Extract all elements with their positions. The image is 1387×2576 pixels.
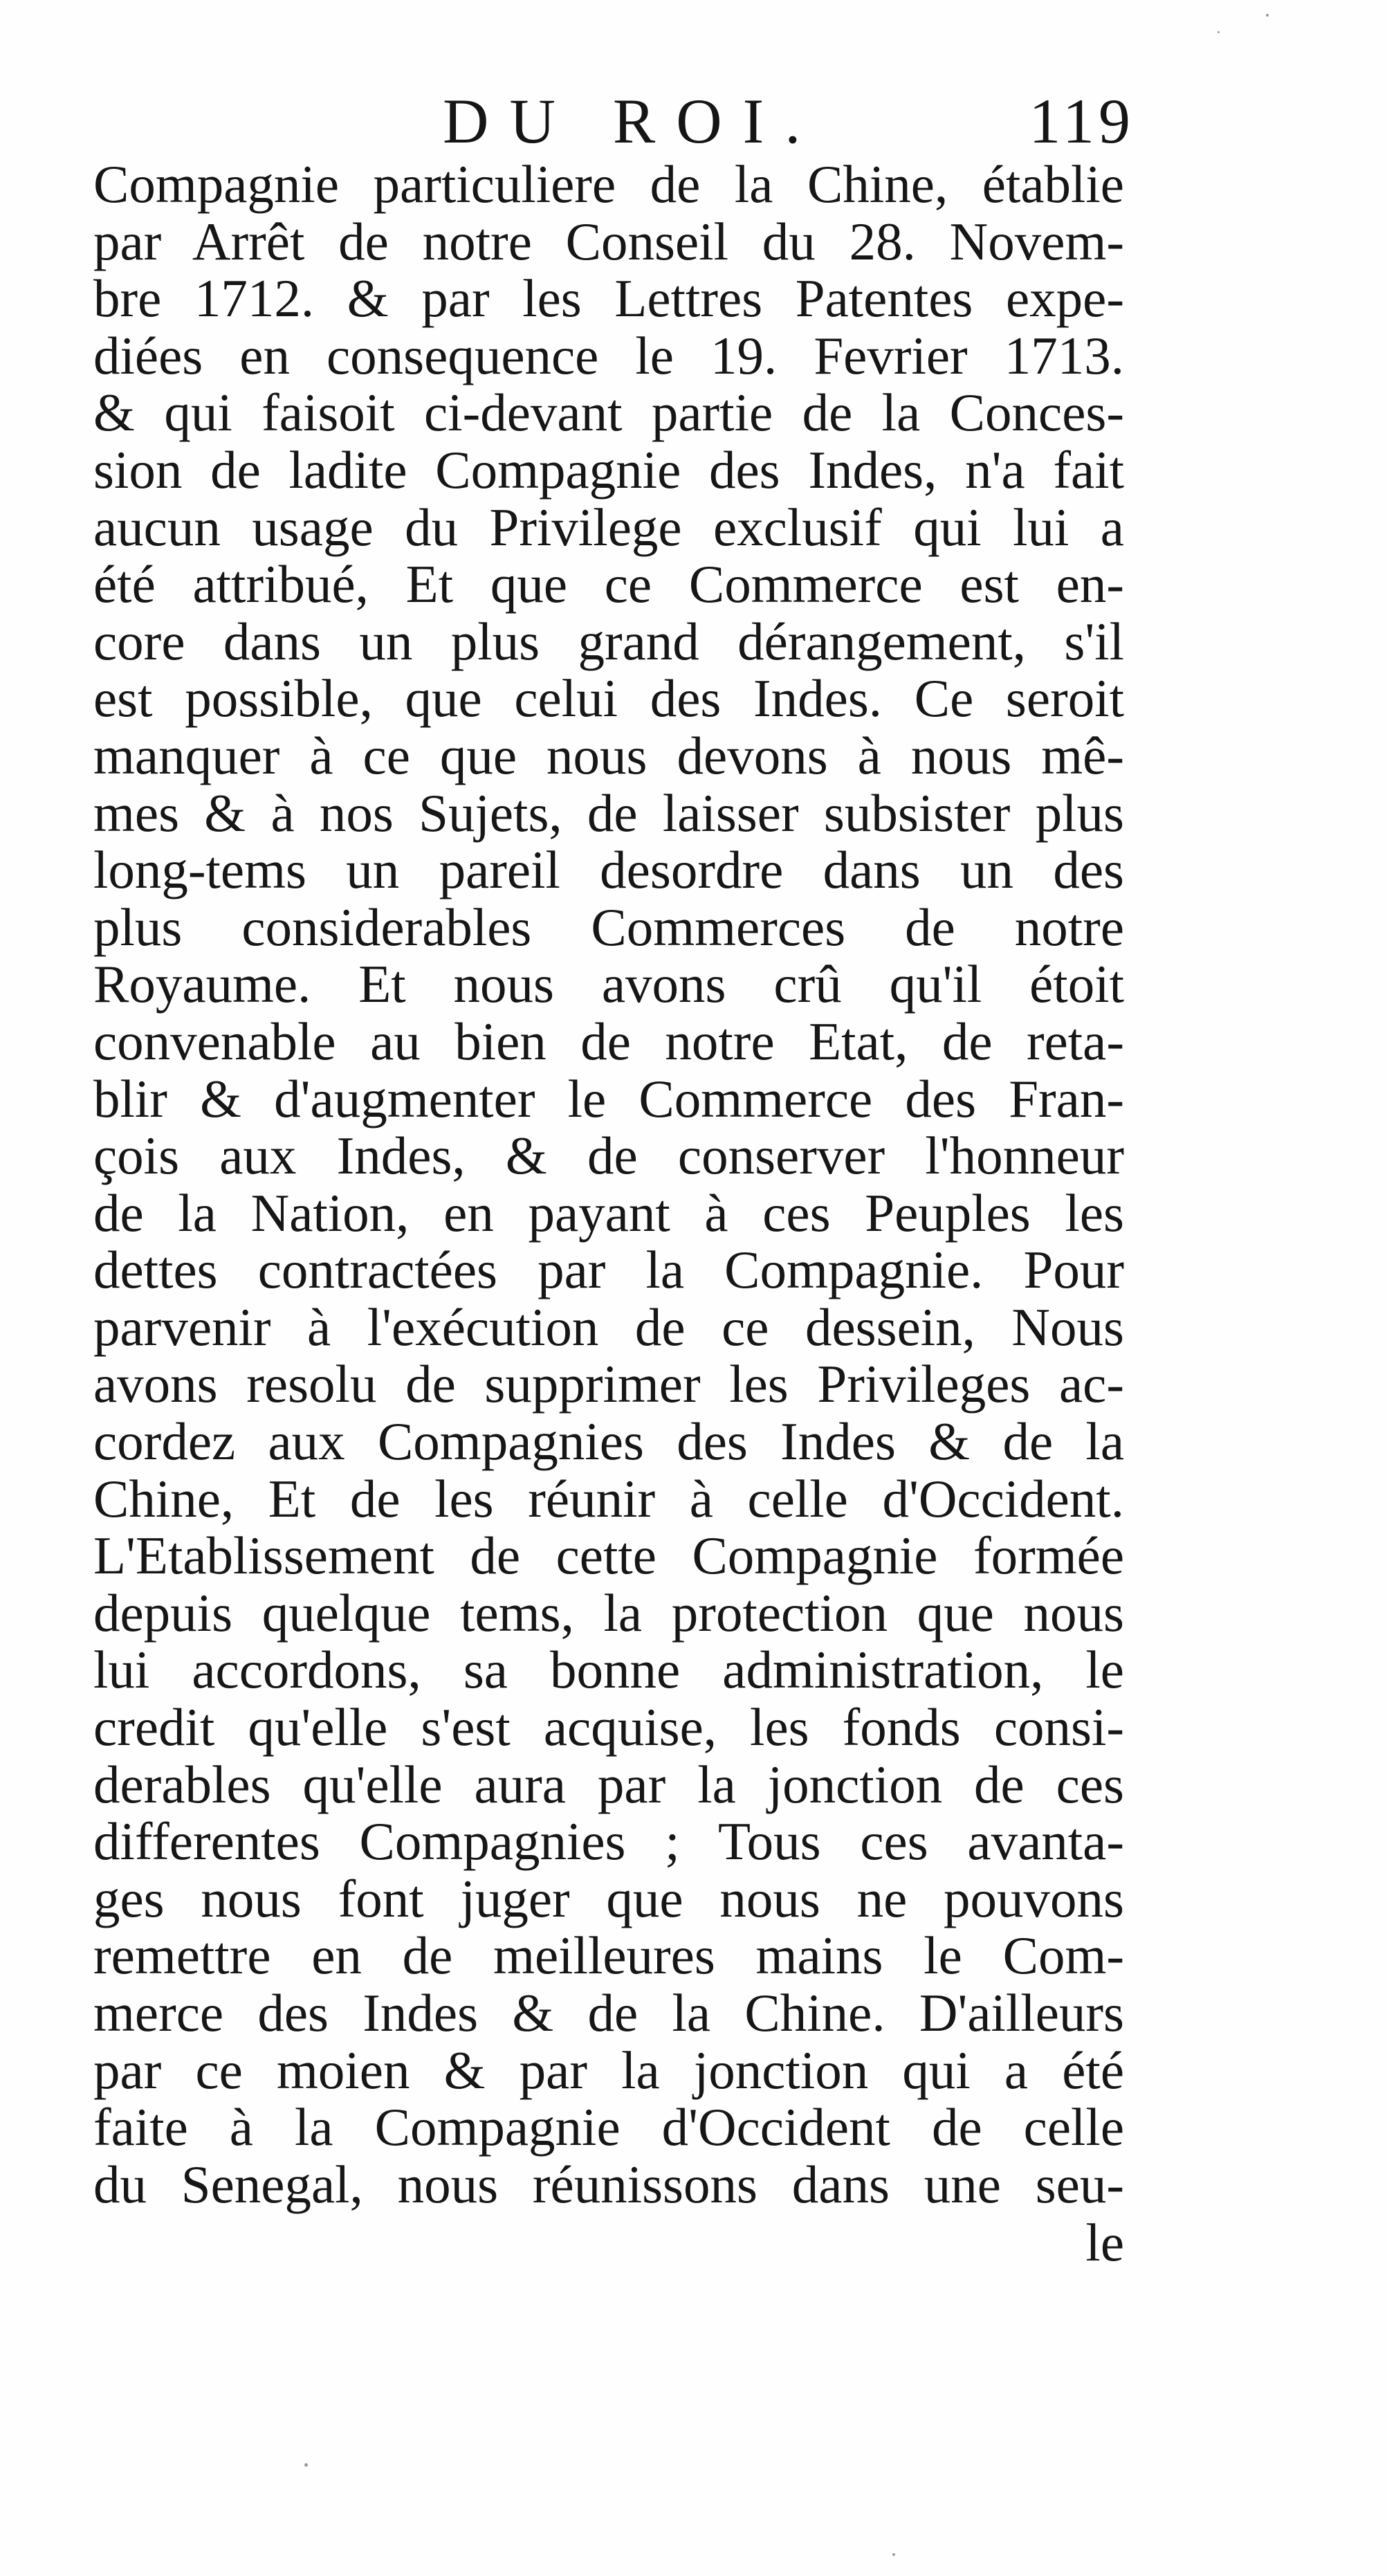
catchword: le <box>1085 2213 1124 2272</box>
text-line: manquer à ce que nous devons à nous mê- <box>93 725 1124 785</box>
paper-speck <box>892 2553 895 2556</box>
text-line: cordez aux Compagnies des Indes & de la <box>93 1412 1124 1472</box>
text-line: avons resolu de supprimer les Privileges ac- <box>93 1354 1124 1414</box>
text-line: Compagnie particuliere de la Chine, établie <box>93 154 1124 214</box>
text-line: L'Etablissement de cette Compagnie formée <box>93 1526 1124 1586</box>
text-line: par Arrêt de notre Conseil du 28. Novem- <box>93 211 1124 271</box>
text-line: aucun usage du Privilege exclusif qui lui a <box>93 497 1124 557</box>
text-line: merce des Indes & de la Chine. D'ailleurs <box>93 1983 1124 2043</box>
text-line: remettre en de meilleures mains le Com- <box>93 1926 1124 1986</box>
page-number: 119 <box>1029 86 1135 156</box>
text-line: par ce moien & par la jonction qui a été <box>93 2040 1124 2100</box>
text-line: diées en consequence le 19. Fevrier 1713. <box>93 325 1124 385</box>
text-line: mes & à nos Sujets, de laisser subsister plus <box>93 783 1124 843</box>
text-line: long-tems un pareil desordre dans un des <box>93 840 1124 900</box>
text-line: çois aux Indes, & de conserver l'honneur <box>93 1126 1124 1186</box>
text-line: core dans un plus grand dérangement, s'il <box>93 611 1124 671</box>
body-text <box>93 156 1124 2213</box>
text-line: dettes contractées par la Compagnie. Pour <box>93 1240 1124 1300</box>
text-line: convenable au bien de notre Etat, de reta- <box>93 1011 1124 1071</box>
text-line: plus considerables Commerces de notre <box>93 897 1124 957</box>
text-line: de la Nation, en payant à ces Peuples les <box>93 1182 1124 1243</box>
text-line: est possible, que celui des Indes. Ce seroit <box>93 668 1124 729</box>
text-line: differentes Compagnies ; Tous ces avanta- <box>93 1811 1124 1872</box>
text-line: lui accordons, sa bonne administration, le <box>93 1640 1124 1700</box>
paper-speck <box>304 2463 308 2467</box>
page-header <box>97 83 1135 159</box>
text-line: depuis quelque tems, la protection que nous <box>93 1582 1124 1643</box>
text-line: credit qu'elle s'est acquise, les fonds consi- <box>93 1697 1124 1757</box>
running-head: DU ROI. <box>443 86 822 156</box>
text-line: faite à la Compagnie d'Occident de celle <box>93 2097 1124 2157</box>
paper-speck <box>1266 14 1269 17</box>
paper-speck <box>1218 31 1220 33</box>
text-line: Royaume. Et nous avons crû qu'il étoit <box>93 954 1124 1014</box>
text-line: ges nous font juger que nous ne pouvons <box>93 1868 1124 1928</box>
text-line: blir & d'augmenter le Commerce des Fran- <box>93 1068 1124 1129</box>
text-line: & qui faisoit ci-devant partie de la Conces- <box>93 383 1124 443</box>
text-line: été attribué, Et que ce Commerce est en- <box>93 554 1124 614</box>
text-line: derables qu'elle aura par la jonction de ces <box>93 1754 1124 1814</box>
text-line: Chine, Et de les réunir à celle d'Occident. <box>93 1468 1124 1528</box>
text-line: du Senegal, nous réunissons dans une seu- <box>93 2154 1124 2214</box>
text-line: bre 1712. & par les Lettres Patentes expe- <box>93 268 1124 329</box>
text-line: parvenir à l'exécution de ce dessein, Nous <box>93 1297 1124 1357</box>
text-line: sion de ladite Compagnie des Indes, n'a fait <box>93 439 1124 500</box>
